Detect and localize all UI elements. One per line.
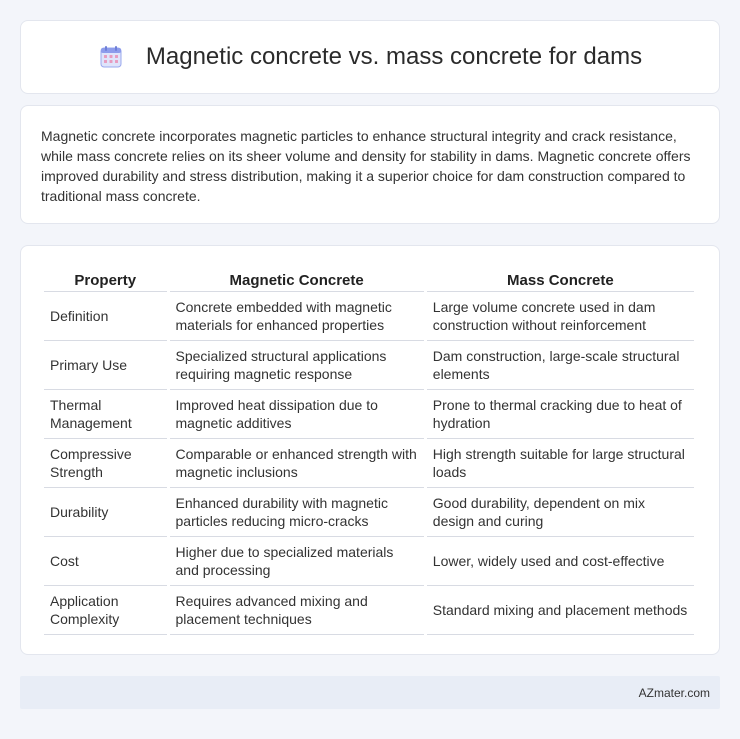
table-cell: Compressive Strength (44, 439, 167, 488)
table-row (44, 439, 694, 488)
table-cell: Application Complexity (44, 586, 167, 635)
table-row (44, 488, 694, 537)
comparison-table (41, 266, 697, 635)
column-header: Magnetic Concrete (170, 266, 424, 292)
column-header: Mass Concrete (427, 266, 694, 292)
table-card (20, 245, 720, 655)
table-cell: Comparable or enhanced strength with magnetic inclusions (170, 439, 424, 488)
table-row (44, 390, 694, 439)
table-row (44, 537, 694, 586)
table-cell: Lower, widely used and cost-effective (427, 537, 694, 586)
table-row (44, 586, 694, 635)
table-cell: Large volume concrete used in dam construction without reinforcement (427, 292, 694, 341)
table-cell: Durability (44, 488, 167, 537)
table-cell: Cost (44, 537, 167, 586)
table-cell: Dam construction, large-scale structural elements (427, 341, 694, 390)
table-cell: Thermal Management (44, 390, 167, 439)
intro-text: Magnetic concrete incorporates magnetic particles to enhance structural integrity and crack resistance, while mass concrete relies on its sheer volume and density for stability in dams. Magnetic concrete offers improved durability and stress distribution, making it a superior choice for dam construction compared to traditional mass concrete. (41, 128, 691, 204)
table-cell: Improved heat dissipation due to magnetic additives (170, 390, 424, 439)
table-row (44, 292, 694, 341)
table-header-row (44, 266, 694, 292)
table-cell: Standard mixing and placement methods (427, 586, 694, 635)
title-card (20, 20, 720, 94)
column-header: Property (44, 266, 167, 292)
table-cell: High strength suitable for large structural loads (427, 439, 694, 488)
table-cell: Definition (44, 292, 167, 341)
table-cell: Requires advanced mixing and placement techniques (170, 586, 424, 635)
table-cell: Prone to thermal cracking due to heat of hydration (427, 390, 694, 439)
footer-brand: AZmater.com (638, 685, 710, 700)
table-row (44, 341, 694, 390)
table-cell: Specialized structural applications requiring magnetic response (170, 341, 424, 390)
intro-card (20, 105, 720, 224)
page-title: Magnetic concrete vs. mass concrete for dams (145, 43, 643, 70)
footer (20, 676, 720, 709)
table-cell: Higher due to specialized materials and processing (170, 537, 424, 586)
table-cell: Concrete embedded with magnetic materials for enhanced properties (170, 292, 424, 341)
calendar-icon (98, 44, 124, 70)
table-cell: Good durability, dependent on mix design and curing (427, 488, 694, 537)
table-cell: Primary Use (44, 341, 167, 390)
table-cell: Enhanced durability with magnetic particles reducing micro-cracks (170, 488, 424, 537)
